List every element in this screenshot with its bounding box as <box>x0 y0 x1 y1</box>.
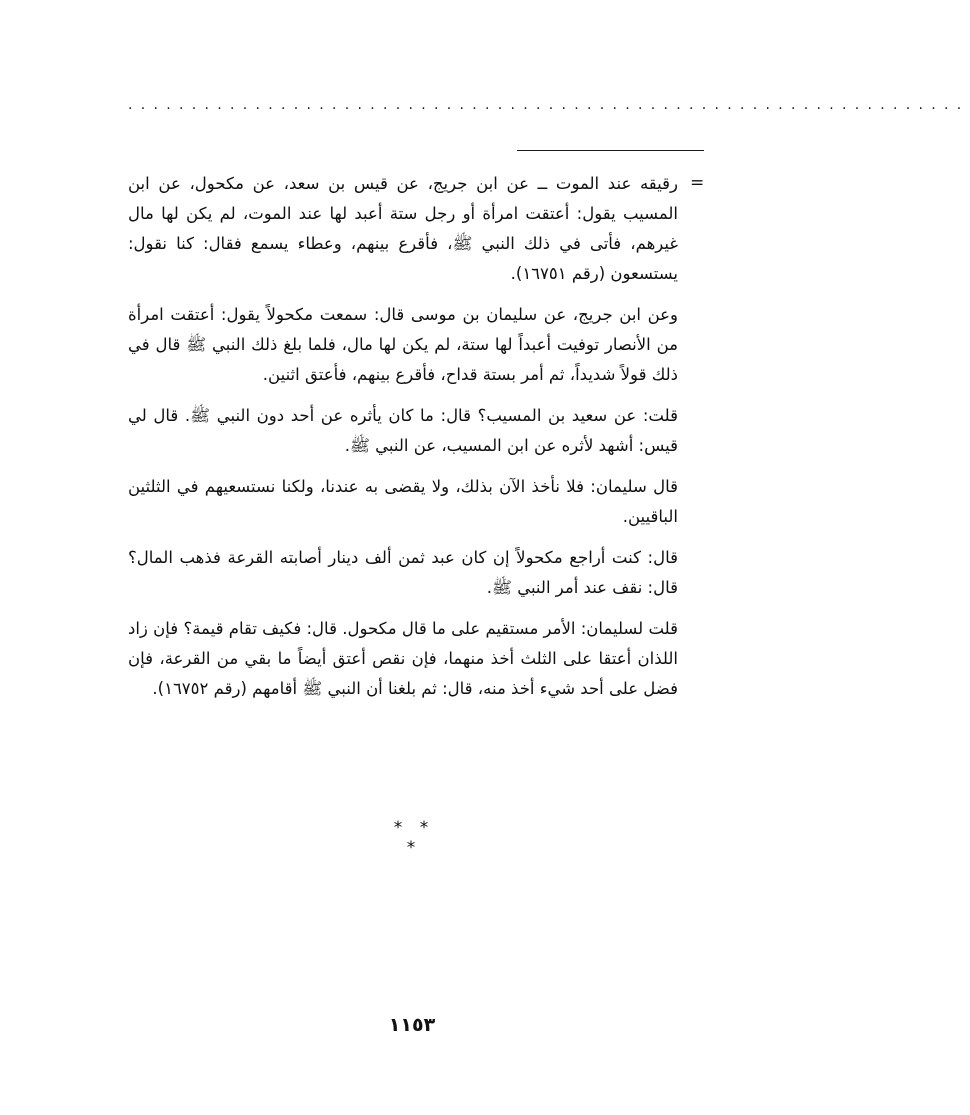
footnote-paragraph: قال سليمان: فلا نأخذ الآن بذلك، ولا يقضى به عندنا، ولكنا نستسعيهم في الثلثين الباقيين. <box>128 477 678 526</box>
footnote-paragraph: رقيقه عند الموت ــ عن ابن جريج، عن قيس بن سعد، عن مكحول، عن ابن المسيب يقول: أعتقت امرأة أو رجل ستة أعبد لها عند الموت، لم يكن لها مال غيرهم، فأتى في ذلك النبي ﷺ، فأقرع بينهم، وعطاء يسمع فقال: كنا نقول: يستسعون (رقم ١٦٧٥١). <box>128 174 678 283</box>
footnote-paragraph: قال: كنت أراجع مكحولاً إن كان عبد ثمن ألف دينار أصابته القرعة فذهب المال؟ قال: نقف عند أمر النبي ﷺ. <box>128 548 678 597</box>
footnote-continuation-marker: = <box>690 173 705 193</box>
footnote-rule <box>517 150 704 151</box>
footnote-paragraph: قلت: عن سعيد بن المسيب؟ قال: ما كان يأثره عن أحد دون النبي ﷺ. قال لي قيس: أشهد لأثره عن ابن المسيب، عن النبي ﷺ. <box>128 406 678 455</box>
footnote-paragraph: وعن ابن جريج، عن سليمان بن موسى قال: سمعت مكحولاً يقول: أعتقت امرأة من الأنصار توفيت أعبداً لها ستة، لم يكن لها مال، فلما بلغ ذلك النبي ﷺ قال في ذلك قولاً شديداً، ثم أمر بستة قداح، فأقرع بينهم، فأعتق اثنين. <box>128 305 678 384</box>
footnote-paragraph: قلت لسليمان: الأمر مستقيم على ما قال مكحول. قال: فكيف تقام قيمة؟ فإن زاد اللذان أعتقا على الثلث أخذ منهما، فإن نقص أعتق أيضاً ما بقي من القرعة، فإن فضل على أحد شيء أخذ منه، قال: ثم بلغنا أن النبي ﷺ أقامهم (رقم ١٦٧٥٢). <box>128 619 678 698</box>
footnote-body <box>128 169 678 715</box>
page-number: ١١٥٣ <box>388 1014 436 1036</box>
dotted-separator: ·································································· <box>128 101 970 117</box>
section-end-asterisks: * * * <box>393 818 435 858</box>
